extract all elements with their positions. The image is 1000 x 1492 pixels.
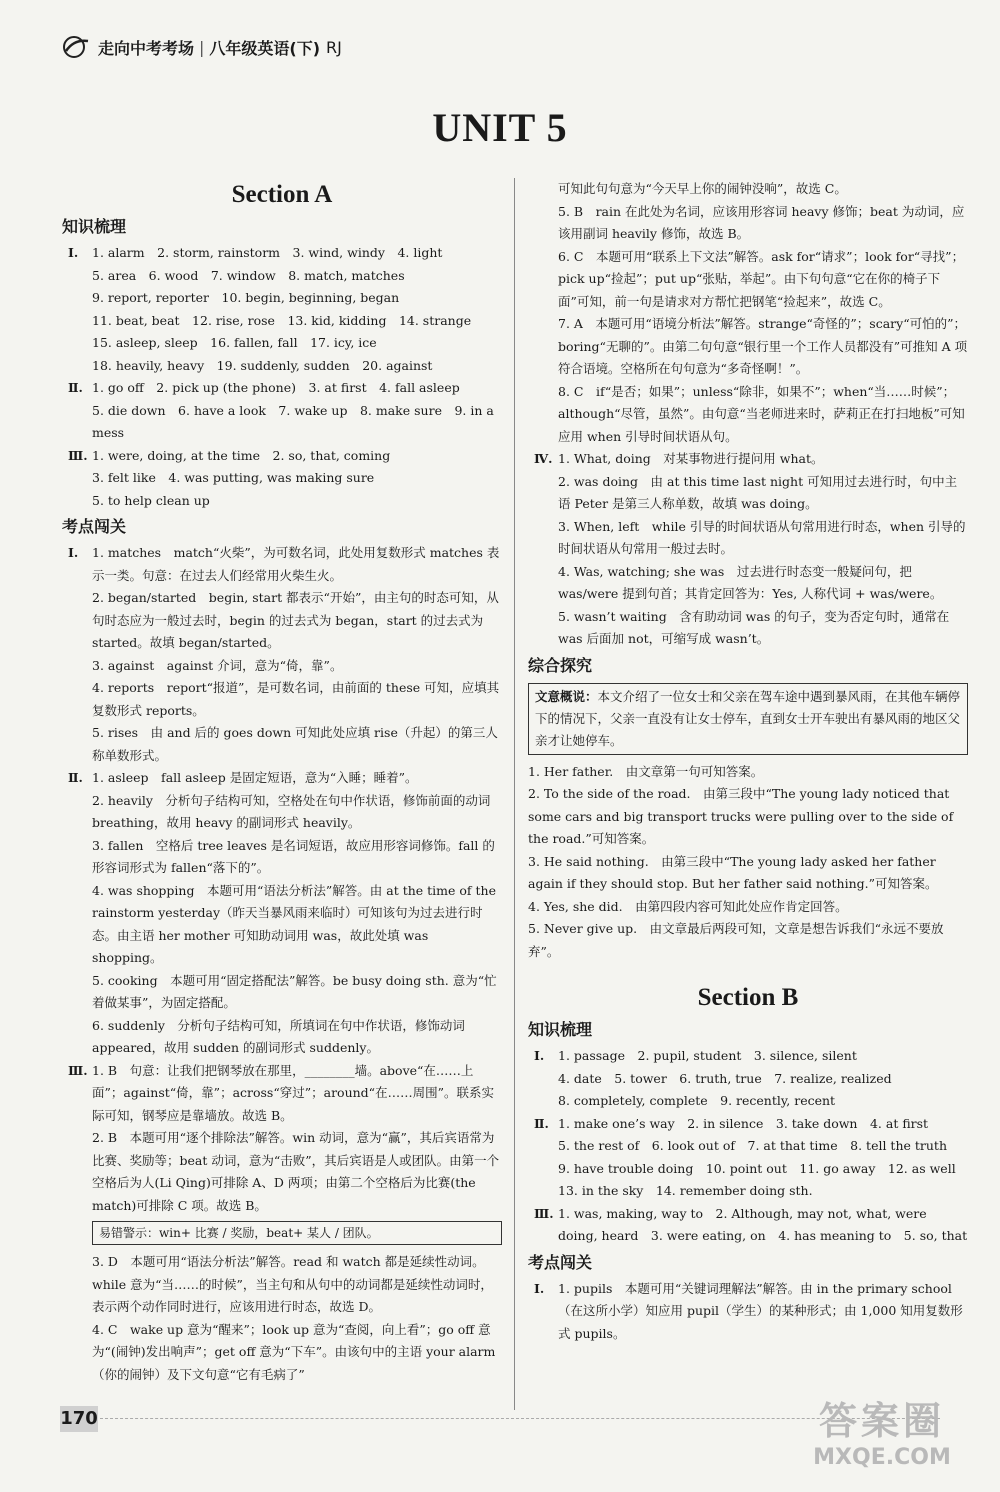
answer-explanation: 8. C if“是否；如果”；unless“除非，如果不”；when“当……时候”；although“尽管，虽然”。由句意“当老师进来时，萨莉正在打扫地板”可知应用 when 引导时间状语从句。 — [558, 383, 965, 444]
error-warning-box: 易错警示：win+ 比赛 / 奖励，beat+ 某人 / 团队。 — [92, 1221, 502, 1245]
roman-numeral: Ⅲ. — [68, 1062, 88, 1078]
answer-line: 5. to help clean up — [92, 492, 210, 508]
watermark-logo-text: 答案圈 — [818, 1399, 945, 1443]
practice-heading: 考点闯关 — [62, 517, 127, 536]
unit-title: UNIT 5 — [432, 105, 568, 150]
book-logo-icon — [62, 35, 92, 59]
knowledge-group-3 — [62, 445, 502, 513]
knowledge-group-1 — [62, 242, 502, 377]
roman-numeral: Ⅲ. — [534, 1205, 554, 1221]
answer-explanation: 1. B 句意：让我们把钢琴放在那里，________墙。above“在……上面”；against“倚，靠”；across“穿过”；around“在……周围”。联系实际可知，钢琴应是靠墙放。故选 B。 — [92, 1062, 494, 1123]
answer-line: 1. go off 2. pick up (the phone) 3. at first 4. fall asleep — [92, 380, 460, 395]
edition-label: RJ — [326, 37, 342, 57]
summary-box — [528, 683, 968, 755]
roman-numeral: Ⅰ. — [534, 1280, 545, 1296]
section-b-title: Section B — [697, 984, 799, 1011]
answer-explanation: 3. D 本题可用“语法分析法”解答。read 和 watch 都是延续性动词。while 意为“当……的时候”，当主句和从句中的动词都是延续性动词时，表示两个动作同时进行，应该用进行时态，故选 D。 — [92, 1254, 493, 1314]
answer-explanation: 1. asleep fall asleep 是固定短语，意为“入睡；睡着”。 — [92, 770, 418, 785]
answer-line: 1. make one’s way 2. in silence 3. take down 4. at first — [558, 1115, 929, 1131]
page-number: 170 — [60, 1406, 98, 1432]
answer-explanation: 5. rises 由 and 后的 goes down 可知此处应填 rise（升起）的第三人称单数形式。 — [92, 725, 498, 763]
knowledge-b-group-2 — [528, 1113, 968, 1203]
answer-line: 8. completely, complete 9. recently, recent — [558, 1093, 836, 1108]
answer-explanation: 4. reports report“报道”，是可数名词，由前面的 these 可知，应填其复数形式 reports。 — [92, 680, 500, 718]
roman-numeral: Ⅱ. — [534, 1115, 549, 1131]
answer-explanation: 5. cooking 本题可用“固定搭配法”解答。be busy doing sth. 意为“忙着做某事”，为固定搭配。 — [92, 972, 497, 1010]
answer-explanation: 4. Yes, she did. 由第四段内容可知此处应作肯定回答。 — [528, 898, 848, 914]
knowledge-group-2 — [62, 377, 502, 445]
answer-explanation: 3. When, left while 引导的时间状语从句常用进行时态，when 引导的时间状语从句常用一般过去时。 — [558, 518, 966, 556]
watermark-url: MXQE.COM — [813, 1445, 951, 1470]
answer-explanation: 1. matches match“火柴”，为可数名词，此处用复数形式 matches 表示一类。句意：在过去人们经常用火柴生火。 — [92, 545, 500, 583]
answer-explanation: 4. C wake up 意为“醒来”；look up 意为“查阅，向上看”；go off 意为“(闹钟)发出响声”；get off 意为“下车”。由该句中的主语 your alarm（你的闹钟）及下文句意“它有毛病了” — [92, 1321, 496, 1382]
answer-line: 1. were, doing, at the time 2. so, that, coming — [92, 447, 391, 463]
answer-line: 5. die down 6. have a look 7. wake up 8. make sure 9. in a mess — [92, 402, 494, 440]
answer-line: 1. passage 2. pupil, student 3. silence, silent — [558, 1048, 857, 1063]
knowledge-b-heading: 知识梳理 — [528, 1020, 593, 1039]
knowledge-b-group-3 — [528, 1203, 968, 1248]
column-divider — [514, 178, 515, 1410]
summary-text: 本文介绍了一位女士和父亲在驾车途中遇到暴风雨，在其他车辆停下的情况下，父亲一直没有让女士停车，直到女士开车驶出有暴风雨的地区父亲才让她停车。 — [535, 688, 961, 748]
answer-continuation: 可知此句句意为“今天早上你的闹钟没响”，故选 C。 — [558, 181, 847, 196]
practice-group-2 — [62, 767, 502, 1060]
answer-explanation: 2. heavily 分析句子结构可知，空格处在句中作状语，修饰前面的动词 breathing，故用 heavy 的副词形式 heavily。 — [92, 792, 491, 830]
answer-line: 18. heavily, heavy 19. suddenly, sudden 20. against — [92, 357, 433, 373]
answer-explanation: 3. fallen 空格后 tree leaves 是名词短语，故应用形容词修饰。fall 的形容词形式为 fallen“落下的”。 — [92, 837, 495, 875]
practice-group-1 — [62, 542, 502, 767]
roman-numeral: Ⅲ. — [68, 447, 88, 463]
watermark — [792, 1398, 972, 1482]
answer-line: 5. area 6. wood 7. window 8. match, matches — [92, 267, 405, 283]
answer-line: 4. date 5. tower 6. truth, true 7. realize, realized — [558, 1070, 892, 1086]
answer-line: 11. beat, beat 12. rise, rose 13. kid, kidding 14. strange — [92, 312, 472, 328]
answer-explanation: 1. Her father. 由文章第一句可知答案。 — [528, 763, 764, 779]
roman-numeral: Ⅱ. — [68, 770, 83, 785]
answer-line: 9. have trouble doing 10. point out 11. go away 12. as well — [558, 1160, 956, 1176]
roman-numeral: Ⅰ. — [68, 245, 79, 260]
practice-group-3-cont — [62, 1251, 502, 1386]
answer-explanation: 2. was doing 由 at this time last night 可知用过去进行时，句中主语 Peter 是第三人称单数，故填 was doing。 — [558, 473, 958, 511]
answer-explanation: 4. Was, watching; she was 过去进行时态变一般疑问句，把 was/were 提到句首；其肯定回答为：Yes, 人称代词 + was/were。 — [558, 563, 943, 601]
practice-group-4 — [528, 448, 968, 651]
practice-group-3-cont-right — [528, 178, 968, 448]
answer-explanation: 5. Never give up. 由文章最后两段可知，文章是想告诉我们“永远不要放弃”。 — [528, 921, 944, 959]
roman-numeral: Ⅰ. — [534, 1048, 545, 1063]
comprehensive-answers — [528, 761, 968, 964]
header-separator: | — [199, 37, 205, 57]
answer-explanation: 3. against against 介词，意为“倚，靠”。 — [92, 657, 343, 673]
comprehensive-heading: 综合探究 — [528, 655, 593, 675]
left-column — [62, 178, 502, 1386]
roman-numeral: Ⅱ. — [68, 380, 83, 395]
answer-explanation: 7. A 本题可用“语境分析法”解答。strange“奇怪的”；scary“可怕的”；boring“无聊的”。由第二句句意“银行里一个工作人员都没有”可推知 A 项符合语境。空格所在句句意为“多奇怪啊！”。 — [558, 316, 968, 376]
answer-explanation: 5. B rain 在此处为名词，应该用形容词 heavy 修饰；beat 为动词，应该用副词 heavily 修饰，故选 B。 — [558, 203, 965, 241]
answer-explanation: 1. pupils 本题可用“关键词理解法”解答。由 in the primary school（在这所小学）知应用 pupil（学生）的某种形式；由 1,000 知用复数形式 pupils。 — [558, 1280, 963, 1341]
roman-numeral: Ⅳ. — [534, 451, 553, 466]
answer-explanation: 6. suddenly 分析句子结构可知，所填词在句中作状语，修饰动词 appeared，故用 sudden 的副词形式 suddenly。 — [92, 1017, 465, 1055]
answer-explanation: 1. What, doing 对某事物进行提问用 what。 — [558, 451, 824, 466]
practice-b-group-1 — [528, 1278, 968, 1346]
roman-numeral: Ⅰ. — [68, 545, 79, 560]
answer-line: 1. alarm 2. storm, rainstorm 3. wind, windy 4. light — [92, 245, 443, 260]
knowledge-b-group-1 — [528, 1045, 968, 1113]
practice-group-3 — [62, 1060, 502, 1218]
page-header — [62, 34, 342, 60]
answer-line: 13. in the sky 14. remember doing sth. — [558, 1183, 813, 1198]
brand-name: 走向中考考场 — [98, 38, 195, 58]
answer-line: 3. felt like 4. was putting, was making sure — [92, 470, 375, 485]
knowledge-heading: 知识梳理 — [62, 217, 127, 236]
answer-line: 1. was, making, way to 2. Although, may not, what, were doing, heard 3. were eating, on 4. has meaning to 5. so, that — [558, 1205, 968, 1243]
answer-explanation: 3. He said nothing. 由第三段中“The young lady asked her father again if they should stop. But her father said nothing.”可知答案。 — [528, 853, 938, 891]
summary-label: 文意概说： — [535, 688, 598, 704]
section-a-title: Section A — [231, 181, 333, 208]
answer-explanation: 2. began/started begin, start 都表示“开始”，由主句的时态可知，从句时态应为一般过去时，begin 的过去式为 began，start 的过去式为 started。故填 began/started。 — [92, 590, 499, 650]
answer-line: 15. asleep, sleep 16. fallen, fall 17. icy, ice — [92, 335, 377, 350]
answer-explanation: 4. was shopping 本题可用“语法分析法”解答。由 at the time of the rainstorm yesterday（昨天当暴风雨来临时）可知该句为过去进行时态。由主语 her mother 可知助动词用 was，故此处填 was shopping。 — [92, 882, 496, 965]
practice-b-heading: 考点闯关 — [528, 1252, 593, 1272]
book-name: 八年级英语(下) — [209, 38, 321, 58]
answer-line: 9. report, reporter 10. begin, beginning, began — [92, 290, 400, 305]
answer-explanation: 2. To the side of the road. 由第三段中“The young lady noticed that some cars and big transport trucks were pulling over to the side of the road.”可知答案。 — [528, 786, 954, 846]
answer-line: 5. the rest of 6. look out of 7. at that time 8. tell the truth — [558, 1138, 948, 1153]
right-column — [528, 178, 968, 1345]
answer-explanation: 6. C 本题可用“联系上下文法”解答。ask for“请求”；look for“寻找”；pick up“捡起”；put up“张贴，举起”。由下句句意“它在你的椅子下面”可知，前一句是请求对方帮忙把钢笔“捡起来”，故选 C。 — [558, 248, 965, 309]
answer-explanation: 5. wasn’t waiting 含有助动词 was 的句子，变为否定句时，通常在 was 后面加 not，可缩写成 wasn’t。 — [558, 608, 950, 646]
answer-explanation: 2. B 本题可用“逐个排除法”解答。win 动词，意为“赢”，其后宾语常为比赛、奖励等；beat 动词，意为“击败”，其后宾语是人或团队。由第一个空格后为人(Li Qing)可排除 A、D 两项；由第二个空格后为比赛(the match)可排除 C 项。故选 B。 — [92, 1130, 500, 1213]
